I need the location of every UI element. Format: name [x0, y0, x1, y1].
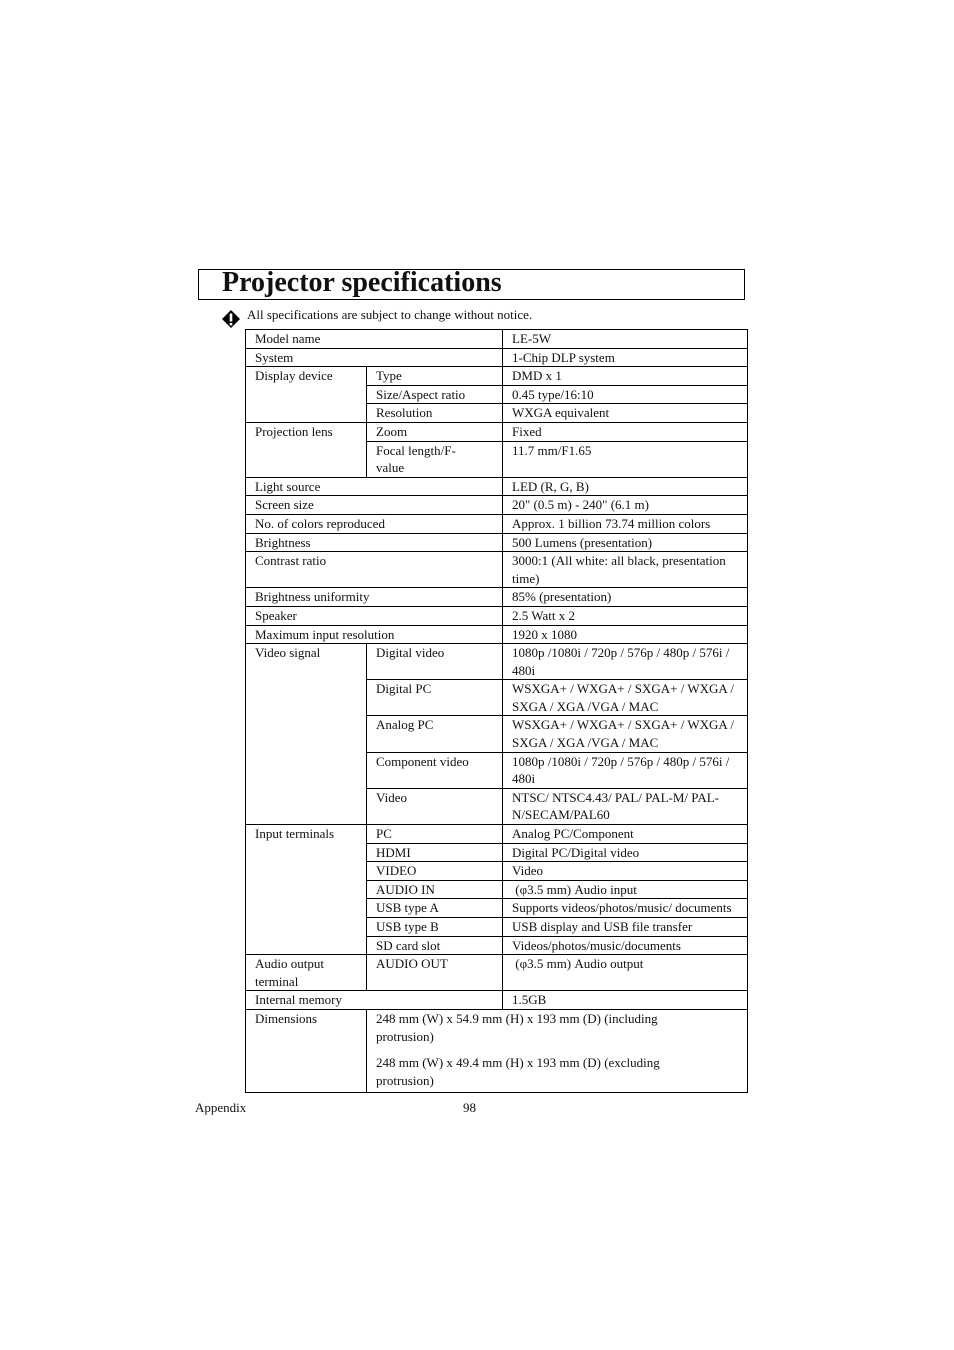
- row-label: Contrast ratio: [246, 552, 503, 588]
- row-value: 500 Lumens (presentation): [503, 533, 748, 552]
- row-value: 3000:1 (All white: all black, presentation time): [503, 552, 748, 588]
- row-label: Model name: [246, 330, 503, 349]
- row-label: Brightness uniformity: [246, 588, 503, 607]
- row-label: Light source: [246, 477, 503, 496]
- note-text: All specifications are subject to change without notice.: [247, 307, 533, 322]
- row-label: Video signal: [246, 644, 367, 825]
- row-sublabel: Size/Aspect ratio: [367, 385, 503, 404]
- row-sublabel: Resolution: [367, 404, 503, 423]
- page-number: 98: [463, 1100, 476, 1115]
- row-label: System: [246, 348, 503, 367]
- row-value: Approx. 1 billion 73.74 million colors: [503, 514, 748, 533]
- row-value: LE-5W: [503, 330, 748, 349]
- page-title: Projector specifications: [222, 267, 502, 298]
- row-sublabel: Digital PC: [367, 680, 503, 716]
- table-row: [246, 644, 748, 680]
- dimensions-excluding: 248 mm (W) x 49.4 mm (H) x 193 mm (D) (excluding protrusion): [376, 1055, 660, 1088]
- row-sublabel: PC: [367, 825, 503, 844]
- row-sublabel: Analog PC: [367, 716, 503, 752]
- row-sublabel: AUDIO IN: [367, 880, 503, 899]
- row-label: Screen size: [246, 496, 503, 515]
- page-title-box: [198, 269, 745, 300]
- row-value: 1080p /1080i / 720p / 576p / 480p / 576i / 480i: [503, 644, 748, 680]
- row-sublabel: SD card slot: [367, 936, 503, 955]
- row-label: No. of colors reproduced: [246, 514, 503, 533]
- table-row: [246, 606, 748, 625]
- warning-icon: [221, 309, 241, 329]
- row-label: Input terminals: [246, 825, 367, 955]
- row-value: DMD x 1: [503, 367, 748, 386]
- footer-section: Appendix: [195, 1100, 247, 1115]
- spec-table: [245, 329, 748, 1093]
- table-row: [246, 625, 748, 644]
- row-sublabel: Zoom: [367, 422, 503, 441]
- row-value: Analog PC/Component: [503, 825, 748, 844]
- row-sublabel: AUDIO OUT: [367, 955, 503, 991]
- table-row: [246, 825, 748, 844]
- row-value: 85% (presentation): [503, 588, 748, 607]
- table-row: [246, 330, 748, 349]
- row-value: 1-Chip DLP system: [503, 348, 748, 367]
- row-value: 1920 x 1080: [503, 625, 748, 644]
- row-value: (φ3.5 mm) Audio output: [503, 955, 748, 991]
- row-value: 0.45 type/16:10: [503, 385, 748, 404]
- dimensions-including: 248 mm (W) x 54.9 mm (H) x 193 mm (D) (including protrusion): [376, 1010, 658, 1044]
- table-row: [246, 588, 748, 607]
- row-label: Maximum input resolution: [246, 625, 503, 644]
- table-row: [246, 367, 748, 386]
- row-value: Fixed: [503, 422, 748, 441]
- row-value: Digital PC/Digital video: [503, 843, 748, 862]
- row-value: WXGA equivalent: [503, 404, 748, 423]
- table-row: [246, 348, 748, 367]
- row-value: (φ3.5 mm) Audio input: [503, 880, 748, 899]
- dimensions-value: [367, 1009, 748, 1092]
- row-label: Projection lens: [246, 422, 367, 477]
- row-value: WSXGA+ / WXGA+ / SXGA+ / WXGA / SXGA / XGA /VGA / MAC: [503, 716, 748, 752]
- row-label: Display device: [246, 367, 367, 423]
- table-row: [246, 991, 748, 1010]
- row-sublabel: HDMI: [367, 843, 503, 862]
- table-row: [246, 955, 748, 991]
- row-value: 1080p /1080i / 720p / 576p / 480p / 576i / 480i: [503, 752, 748, 788]
- row-sublabel: Focal length/F-value: [367, 441, 503, 477]
- row-sublabel: USB type A: [367, 899, 503, 918]
- row-sublabel: VIDEO: [367, 862, 503, 881]
- row-label: Internal memory: [246, 991, 503, 1010]
- row-sublabel: Component video: [367, 752, 503, 788]
- table-row: [246, 552, 748, 588]
- row-sublabel: Digital video: [367, 644, 503, 680]
- row-label: Dimensions: [246, 1009, 367, 1092]
- row-sublabel: Video: [367, 788, 503, 824]
- row-value: USB display and USB file transfer: [503, 918, 748, 937]
- row-sublabel: Type: [367, 367, 503, 386]
- row-value: WSXGA+ / WXGA+ / SXGA+ / WXGA / SXGA / XGA /VGA / MAC: [503, 680, 748, 716]
- row-sublabel: USB type B: [367, 918, 503, 937]
- table-row: [246, 496, 748, 515]
- row-value: LED (R, G, B): [503, 477, 748, 496]
- row-label: Speaker: [246, 606, 503, 625]
- table-row: [246, 422, 748, 441]
- row-value: NTSC/ NTSC4.43/ PAL/ PAL-M/ PAL-N/SECAM/PAL60: [503, 788, 748, 824]
- table-row: [246, 533, 748, 552]
- row-value: Videos/photos/music/documents: [503, 936, 748, 955]
- row-value: Video: [503, 862, 748, 881]
- row-value: 2.5 Watt x 2: [503, 606, 748, 625]
- row-value: Supports videos/photos/music/ documents: [503, 899, 748, 918]
- row-value: 20" (0.5 m) - 240" (6.1 m): [503, 496, 748, 515]
- table-row: [246, 477, 748, 496]
- row-value: 11.7 mm/F1.65: [503, 441, 748, 477]
- row-label: Brightness: [246, 533, 503, 552]
- row-label: Audio output terminal: [246, 955, 367, 991]
- table-row: [246, 1009, 748, 1092]
- row-value: 1.5GB: [503, 991, 748, 1010]
- table-row: [246, 514, 748, 533]
